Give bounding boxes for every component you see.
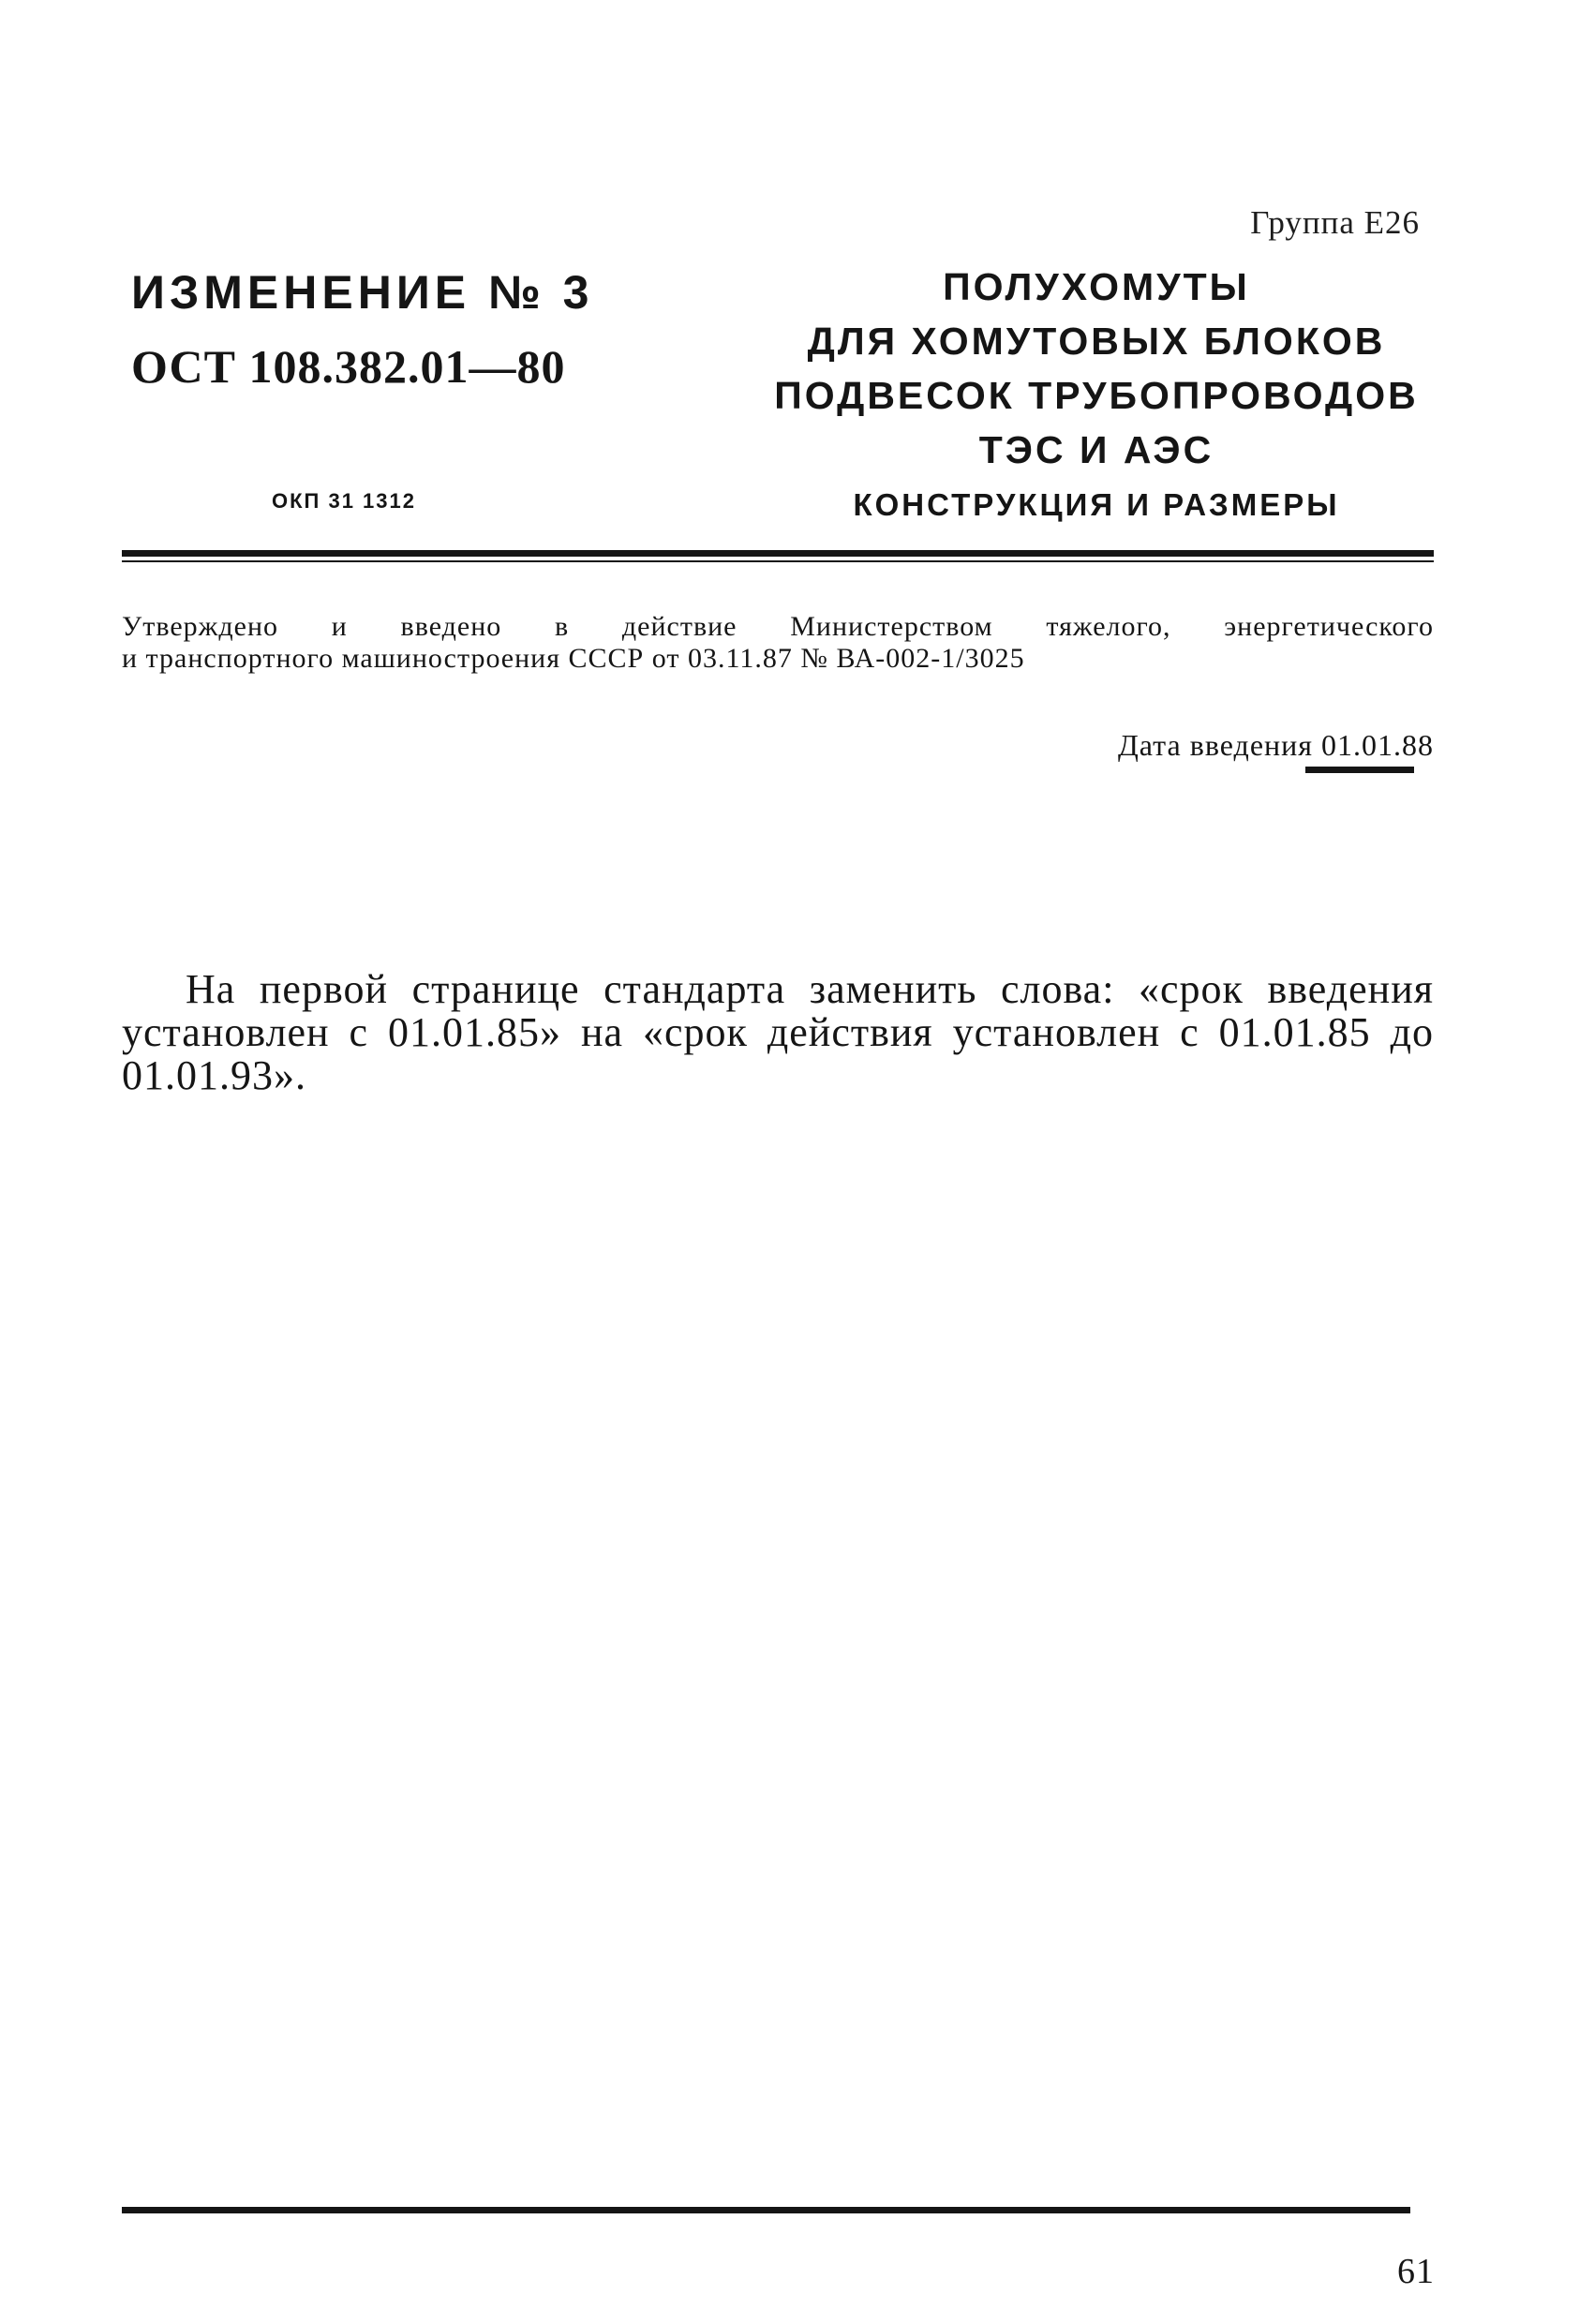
header-divider-thin: [122, 560, 1434, 562]
document-subtitle: КОНСТРУКЦИЯ И РАЗМЕРЫ: [853, 487, 1340, 522]
document-title: [712, 260, 1481, 533]
title-line: ПОЛУХОМУТЫ: [943, 265, 1250, 308]
date-underline: [1305, 767, 1414, 773]
title-line: ПОДВЕСОК ТРУБОПРОВОДОВ: [774, 374, 1419, 417]
footer-divider: [122, 2207, 1410, 2213]
okp-code: ОКП 31 1312: [272, 489, 416, 513]
approval-statement: [122, 611, 1434, 675]
approval-line: Утверждено и введено в действие Министерством тяжелого, энергетического: [122, 611, 1434, 642]
effective-date: [1118, 728, 1434, 763]
group-code: Группа Е26: [1250, 204, 1420, 241]
change-text: [122, 968, 1434, 1097]
title-line: ТЭС И АЭС: [978, 428, 1214, 471]
title-line: ДЛЯ ХОМУТОВЫХ БЛОКОВ: [807, 320, 1386, 363]
change-paragraph: На первой странице стандарта заменить слова: «срок введения установлен с 01.01.85» на «срок действия установлен с 01.01.85 до 01.01.93».: [122, 966, 1434, 1098]
page-number: 61: [1397, 2252, 1435, 2291]
change-title: ИЗМЕНЕНИЕ № 3: [131, 266, 594, 319]
effective-date-value: 01.01.88: [1321, 728, 1434, 762]
header-divider: [122, 550, 1434, 557]
effective-date-label: Дата введения: [1117, 728, 1313, 762]
standard-number: ОСТ 108.382.01—80: [131, 340, 566, 393]
approval-line: и транспортного машиностроения СССР от 03.11.87 № ВА-002-1/3025: [122, 643, 1025, 674]
